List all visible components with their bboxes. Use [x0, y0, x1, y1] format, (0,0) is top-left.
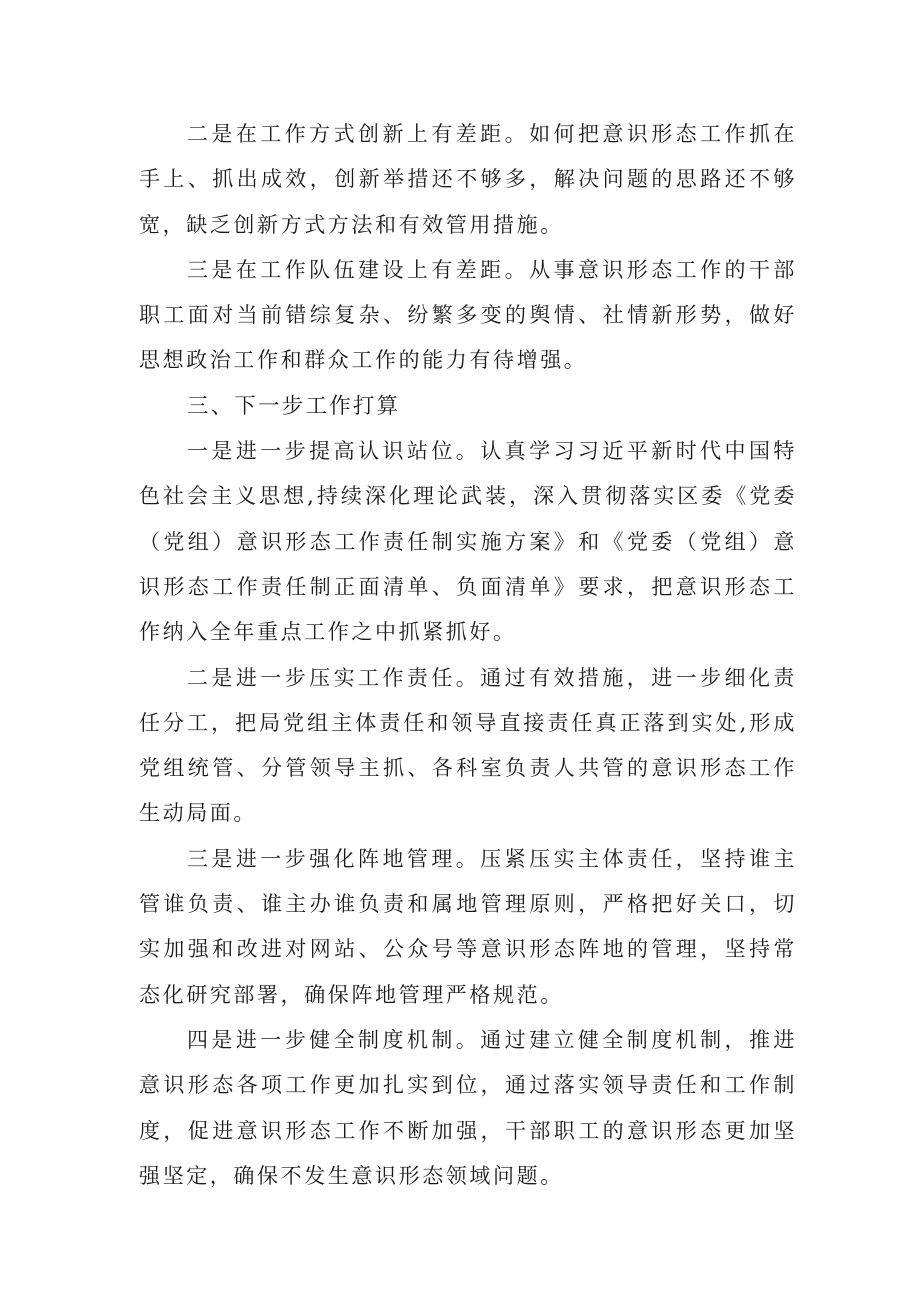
document-page	[139, 112, 797, 1199]
paragraph-raise-awareness: 一是进一步提高认识站位。认真学习习近平新时代中国特色社会主义思想,持续深化理论武装，深入贯彻落实区委《党委（党组）意识形态工作责任制实施方案》和《党委（党组）意识形态工作责任制正面清单、负面清单》要求，把意识形态工作纳入全年重点工作之中抓紧抓好。	[139, 439, 797, 645]
paragraph-position-management: 三是进一步强化阵地管理。压紧压实主体责任，坚持谁主管谁负责、谁主办谁负责和属地管理原则，严格把好关口，切实加强和改进对网站、公众号等意识形态阵地的管理，坚持常态化研究部署，确保阵地管理严格规范。	[139, 846, 797, 1007]
paragraph-institution-mechanism: 四是进一步健全制度机制。通过建立健全制度机制，推进意识形态各项工作更加扎实到位，通过落实领导责任和工作制度，促进意识形态工作不断加强，干部职工的意识形态更加坚强坚定，确保不发生意识形态领域问题。	[139, 1027, 797, 1188]
paragraph-work-method-gap: 二是在工作方式创新上有差距。如何把意识形态工作抓在手上、抓出成效，创新举措还不够多，解决问题的思路还不够宽，缺乏创新方式方法和有效管用措施。	[139, 122, 797, 237]
section-heading-next-steps: 三、下一步工作打算	[187, 393, 401, 419]
paragraph-responsibility: 二是进一步压实工作责任。通过有效措施，进一步细化责任分工，把局党组主体责任和领导直接责任真正落到实处,形成党组统管、分管领导主抓、各科室负责人共管的意识形态工作生动局面。	[139, 665, 797, 826]
paragraph-team-building-gap: 三是在工作队伍建设上有差距。从事意识形态工作的干部职工面对当前错综复杂、纷繁多变的舆情、社情新形势，做好思想政治工作和群众工作的能力有待增强。	[139, 257, 797, 373]
